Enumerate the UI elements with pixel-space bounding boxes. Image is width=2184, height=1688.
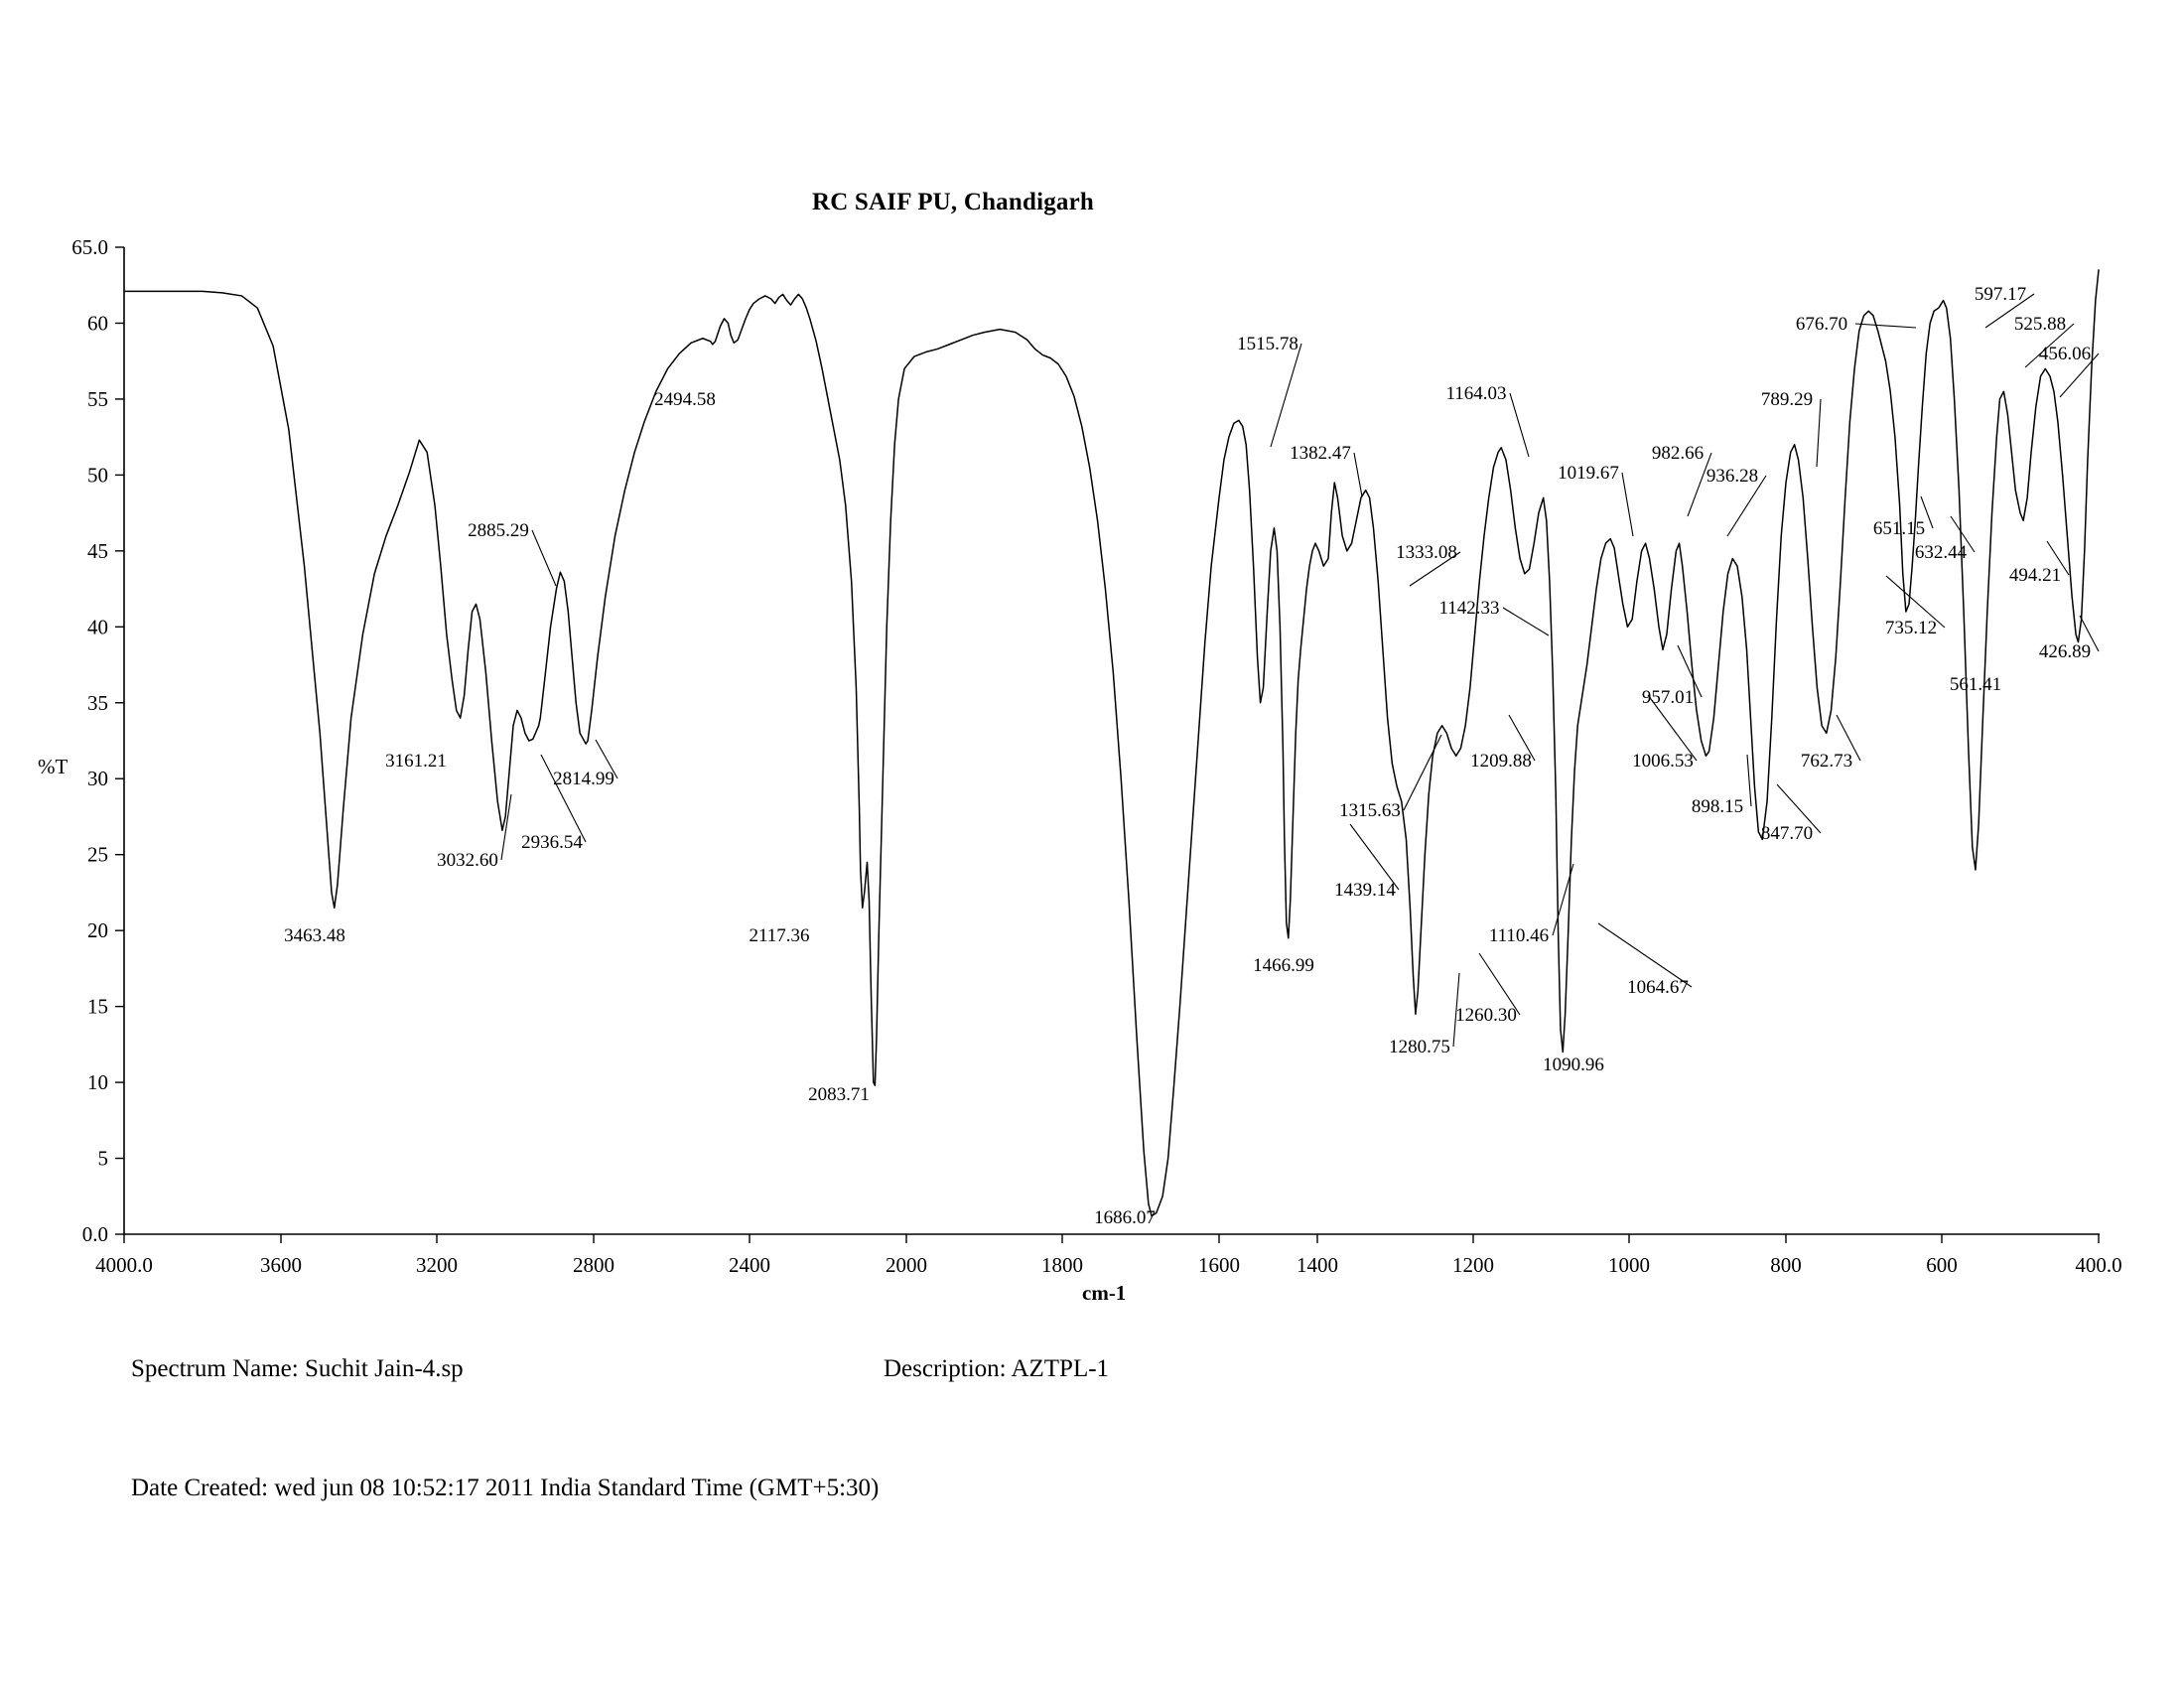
peak-label: 957.01 <box>1641 687 1695 708</box>
date-created-text: Date Created: wed jun 08 10:52:17 2011 India Standard Time (GMT+5:30) <box>131 1475 880 1501</box>
peak-leader-line <box>1354 453 1362 496</box>
y-tick-label: 30 <box>87 767 108 791</box>
x-tick-label: 2800 <box>573 1253 614 1277</box>
peak-label: 762.73 <box>1800 751 1853 772</box>
peak-label: 1333.08 <box>1396 542 1457 563</box>
peak-label: 3032.60 <box>437 850 498 871</box>
peak-label: 1019.67 <box>1558 463 1619 484</box>
peak-label: 982.66 <box>1651 443 1705 464</box>
y-tick-label: 20 <box>87 918 108 943</box>
peak-label: 3463.48 <box>284 925 345 946</box>
peak-label: 3161.21 <box>385 751 447 772</box>
peak-label: 1260.30 <box>1455 1005 1517 1026</box>
x-tick-label: 400.0 <box>2075 1253 2122 1277</box>
peak-leader-line <box>532 530 556 586</box>
peak-leader-line <box>1510 393 1529 457</box>
peak-label: 456.06 <box>2038 344 2092 364</box>
y-tick-label: 15 <box>87 994 108 1019</box>
peak-label: 936.28 <box>1706 466 1759 487</box>
peak-label: 632.44 <box>1914 542 1968 563</box>
description-text: Description: AZTPL-1 <box>884 1355 1110 1382</box>
peak-label: 1209.88 <box>1470 751 1532 772</box>
curve-path <box>124 270 2099 1216</box>
x-tick-label: 3600 <box>260 1253 302 1277</box>
peak-label: 597.17 <box>1974 284 2027 305</box>
y-tick-label: 45 <box>87 538 108 563</box>
peak-label: 1382.47 <box>1290 443 1351 464</box>
x-tick-label: 1000 <box>1608 1253 1650 1277</box>
peak-label: 1515.78 <box>1237 334 1298 354</box>
peak-label: 561.41 <box>1949 674 2002 695</box>
y-tick-label: 40 <box>87 615 108 639</box>
peak-label: 789.29 <box>1760 389 1814 410</box>
y-axis-ticks <box>71 235 124 1246</box>
peak-label: 2814.99 <box>553 769 614 789</box>
peak-label: 1164.03 <box>1445 383 1507 404</box>
y-tick-label: 5 <box>97 1146 108 1171</box>
peak-label: 1466.99 <box>1253 955 1314 976</box>
peak-leader-line <box>1503 608 1549 635</box>
peak-label: 2494.58 <box>654 389 716 410</box>
x-tick-label: 4000.0 <box>95 1253 153 1277</box>
peak-label: 525.88 <box>2013 314 2067 335</box>
x-tick-label: 600 <box>1926 1253 1958 1277</box>
x-tick-label: 3200 <box>416 1253 458 1277</box>
peak-label: 1110.46 <box>1488 925 1550 946</box>
peak-label: 1315.63 <box>1339 800 1401 821</box>
x-axis-ticks <box>95 1234 2122 1277</box>
x-tick-label: 1600 <box>1198 1253 1240 1277</box>
peak-leader-line <box>1553 864 1573 935</box>
peak-leader-line <box>1271 344 1301 447</box>
peak-label: 2083.71 <box>808 1084 870 1105</box>
x-axis-label: cm-1 <box>1082 1281 1127 1305</box>
peak-label: 1064.67 <box>1627 977 1689 998</box>
y-axis-label: %T <box>38 755 68 778</box>
peak-label: 426.89 <box>2038 641 2092 662</box>
y-tick-label: 65.0 <box>71 235 108 259</box>
peak-label: 1006.53 <box>1632 751 1694 772</box>
peak-label: 676.70 <box>1795 314 1848 335</box>
x-tick-label: 2000 <box>886 1253 927 1277</box>
peak-label: 1280.75 <box>1389 1037 1450 1057</box>
x-tick-label: 1400 <box>1297 1253 1338 1277</box>
y-tick-label: 0.0 <box>81 1222 108 1246</box>
x-tick-label: 1800 <box>1041 1253 1083 1277</box>
peak-label: 2117.36 <box>749 925 810 946</box>
peak-leader-line <box>1404 735 1441 810</box>
y-tick-label: 10 <box>87 1070 108 1095</box>
peak-annotations <box>284 284 2099 1228</box>
x-tick-label: 1200 <box>1452 1253 1494 1277</box>
page-title: RC SAIF PU, Chandigarh <box>811 189 1095 215</box>
x-tick-label: 2400 <box>729 1253 770 1277</box>
peak-label: 2936.54 <box>521 832 583 853</box>
peak-label: 847.70 <box>1760 823 1814 844</box>
peak-leader-line <box>1817 399 1821 467</box>
y-tick-label: 60 <box>87 311 108 336</box>
peak-label: 2885.29 <box>468 520 529 541</box>
peak-label: 735.12 <box>1884 618 1938 638</box>
y-tick-label: 50 <box>87 463 108 488</box>
peak-label: 1439.14 <box>1334 880 1396 901</box>
y-tick-label: 55 <box>87 386 108 411</box>
y-tick-label: 35 <box>87 690 108 715</box>
peak-label: 651.15 <box>1872 518 1926 539</box>
peak-leader-line <box>1747 755 1751 806</box>
peak-label: 1142.33 <box>1438 598 1500 619</box>
spectrum-curve <box>124 270 2099 1216</box>
x-tick-label: 800 <box>1770 1253 1802 1277</box>
peak-leader-line <box>1855 324 1916 328</box>
y-tick-label: 25 <box>87 842 108 867</box>
peak-label: 494.21 <box>2008 565 2062 586</box>
spectrum-name-text: Spectrum Name: Suchit Jain-4.sp <box>131 1355 464 1382</box>
peak-label: 898.15 <box>1691 796 1744 817</box>
peak-label: 1090.96 <box>1543 1055 1604 1075</box>
peak-label: 1686.07 <box>1094 1207 1156 1228</box>
peak-leader-line <box>1622 473 1633 536</box>
